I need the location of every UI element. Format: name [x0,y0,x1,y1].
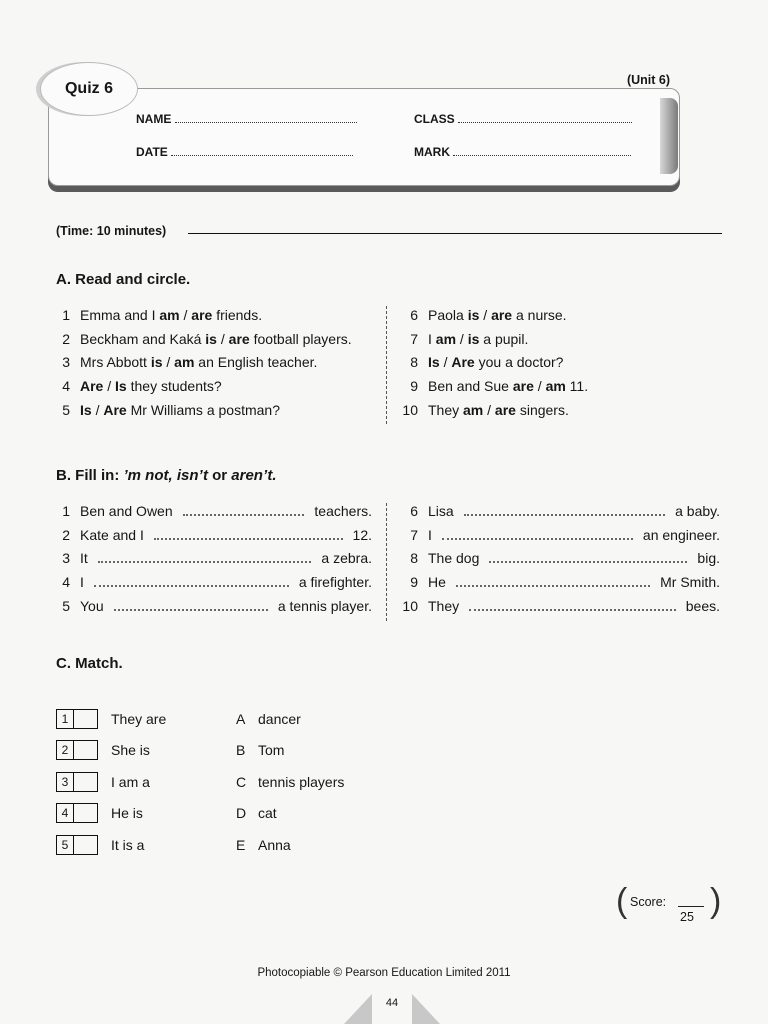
item-number: 10 [402,401,418,418]
section-a-item[interactable] [50,354,352,378]
match-answer-blank[interactable] [74,741,97,759]
item-number: 7 [410,526,418,543]
mark-blank[interactable] [453,145,631,156]
item-start: I [80,574,84,591]
item-text: Is / Are Mr Williams a postman? [80,401,280,418]
answer-blank[interactable] [154,530,343,540]
time-rule [188,233,722,234]
item-text: Emma and I am / are friends. [80,307,263,323]
score-label: Score: [630,895,667,909]
item-number: 6 [410,503,418,519]
section-c-right [236,703,344,861]
item-start: Kate and I [80,526,144,543]
class-blank[interactable] [458,112,632,123]
item-end: a firefighter. [298,574,372,591]
match-left-text: He is [111,805,143,822]
item-number: 9 [410,378,418,395]
class-label: CLASS [414,112,455,126]
section-b-item [50,527,372,551]
section-a-item[interactable] [398,378,588,402]
answer-blank[interactable] [442,530,633,540]
match-left-text: They are [111,710,167,727]
class-field[interactable] [414,112,632,126]
match-answer-blank[interactable] [74,804,97,822]
item-start: Lisa [428,503,454,519]
match-row [56,766,166,798]
section-a-item[interactable] [398,331,588,355]
section-b-right [398,503,720,621]
match-answer-blank[interactable] [74,710,97,728]
quiz-label: Quiz 6 [64,80,113,97]
item-end: big. [697,550,720,567]
item-text: Is / Are you a doctor? [428,354,564,371]
item-number: 9 [410,574,418,591]
match-number: 5 [57,836,74,854]
item-end: 12. [352,526,372,543]
section-b-item [50,574,372,598]
section-a-left [50,307,352,425]
tab-left-wing [344,994,372,1024]
section-b-item [398,527,720,551]
option-text: cat [258,805,277,822]
item-start: Ben and Owen [80,503,173,519]
match-option [236,766,344,798]
section-b-item [398,503,720,527]
item-number: 1 [62,503,70,519]
answer-blank[interactable] [98,553,312,563]
match-left-text: She is [111,742,150,759]
match-left-text: It is a [111,836,145,853]
match-answer-box[interactable] [56,772,98,792]
section-c-title: C. Match. [56,655,123,672]
item-number: 10 [402,597,418,614]
match-row [56,829,166,861]
item-number: 2 [62,330,70,347]
section-a-item[interactable] [50,331,352,355]
tab-right-wing [412,994,440,1024]
section-a-divider [386,306,387,424]
section-b-left [50,503,372,621]
option-letter: D [236,805,247,822]
section-b-title-prefix: B. Fill in: [56,467,124,484]
item-number: 8 [410,550,418,567]
option-text: Tom [258,742,285,759]
answer-blank[interactable] [464,506,665,516]
item-number: 4 [62,574,70,591]
score-right-paren: ) [710,882,722,920]
option-letter: C [236,773,247,790]
section-a-title: A. Read and circle. [56,271,191,288]
item-number: 5 [62,401,70,418]
answer-blank[interactable] [114,601,268,611]
date-field[interactable] [136,145,353,159]
section-a-item[interactable] [50,378,352,402]
item-text: Are / Is they students? [80,378,222,395]
option-letter: B [236,742,246,759]
section-a-item[interactable] [398,354,588,378]
match-answer-box[interactable] [56,835,98,855]
score-total: 25 [680,910,694,924]
answer-blank[interactable] [489,553,687,563]
section-a-item[interactable] [50,307,352,331]
match-number: 3 [57,773,74,791]
match-option [236,829,344,861]
item-text: Mrs Abbott is / am an English teacher. [80,354,318,371]
item-number: 2 [62,526,70,543]
answer-blank[interactable] [94,577,289,587]
item-number: 4 [62,378,70,395]
item-start: You [80,597,104,614]
page-number: 44 [385,997,399,1009]
name-blank[interactable] [175,112,357,123]
item-number: 5 [62,597,70,614]
match-number: 1 [57,710,74,728]
item-text: They am / are singers. [428,401,569,418]
item-end: an engineer. [642,526,720,543]
match-row [56,798,166,830]
section-b-title [56,467,277,484]
score-fraction-bar [678,906,704,907]
quiz-badge [40,62,138,116]
section-a-item[interactable] [398,307,588,331]
unit-label: (Unit 6) [626,73,670,87]
section-a-item[interactable] [50,402,352,426]
date-label: DATE [136,145,168,159]
section-b-item [398,550,720,574]
answer-blank[interactable] [456,577,650,587]
item-number: 1 [62,307,70,323]
item-start: They [428,597,460,614]
item-start: He [428,574,446,591]
item-text: Beckham and Kaká is / are football players. [80,330,352,347]
section-b-item [398,598,720,622]
item-text: I am / is a pupil. [428,330,529,347]
section-b-item [398,574,720,598]
option-text: dancer [258,710,301,727]
match-row [56,703,166,735]
item-end: a baby. [675,503,720,519]
item-start: It [80,550,88,567]
item-end: a zebra. [321,550,372,567]
item-end: bees. [685,597,720,614]
match-number: 4 [57,804,74,822]
copyright-text: Photocopiable © Pearson Education Limited 2011 [257,967,511,979]
student-info-box [48,88,680,186]
item-end: teachers. [314,503,372,519]
mark-field[interactable] [414,145,631,159]
section-b-title-phrase: ’m not, isn’t [123,467,208,484]
section-b-title-or: or [207,467,232,484]
match-number: 2 [57,741,74,759]
section-a-right [398,307,588,425]
option-text: tennis players [258,773,345,790]
match-answer-box[interactable] [56,740,98,760]
item-text: Paola is / are a nurse. [428,307,567,323]
match-left-text: I am a [111,773,150,790]
item-start: The dog [428,550,480,567]
item-start: I [428,526,432,543]
item-number: 3 [62,354,70,371]
score-left-paren: ( [616,882,628,920]
score-box [616,882,726,932]
answer-blank[interactable] [183,506,305,516]
match-answer-blank[interactable] [74,836,97,854]
match-answer-blank[interactable] [74,773,97,791]
match-answer-box[interactable] [56,803,98,823]
item-number: 6 [410,307,418,323]
section-b-item [50,503,372,527]
match-row [56,735,166,767]
item-text: Ben and Sue are / am 11. [428,378,589,395]
section-c-left [56,703,166,861]
match-option [236,735,344,767]
section-b-divider [386,503,387,621]
item-end: a tennis player. [277,597,372,614]
item-number: 7 [410,330,418,347]
name-field[interactable] [136,112,357,126]
name-label: NAME [136,112,172,126]
answer-blank[interactable] [469,601,676,611]
box-shadow-decoration [660,98,678,174]
option-letter: E [236,836,246,853]
match-option [236,703,344,735]
mark-label: MARK [414,145,450,159]
section-b-item [50,550,372,574]
option-letter: A [236,710,246,727]
item-number: 8 [410,354,418,371]
match-answer-box[interactable] [56,709,98,729]
time-label: (Time: 10 minutes) [56,224,167,238]
section-a-item[interactable] [398,402,588,426]
section-b-item [50,598,372,622]
option-text: Anna [258,836,291,853]
item-end: Mr Smith. [660,574,720,591]
date-blank[interactable] [171,145,353,156]
item-number: 3 [62,550,70,567]
section-b-title-end: aren’t. [231,467,277,484]
match-option [236,798,344,830]
